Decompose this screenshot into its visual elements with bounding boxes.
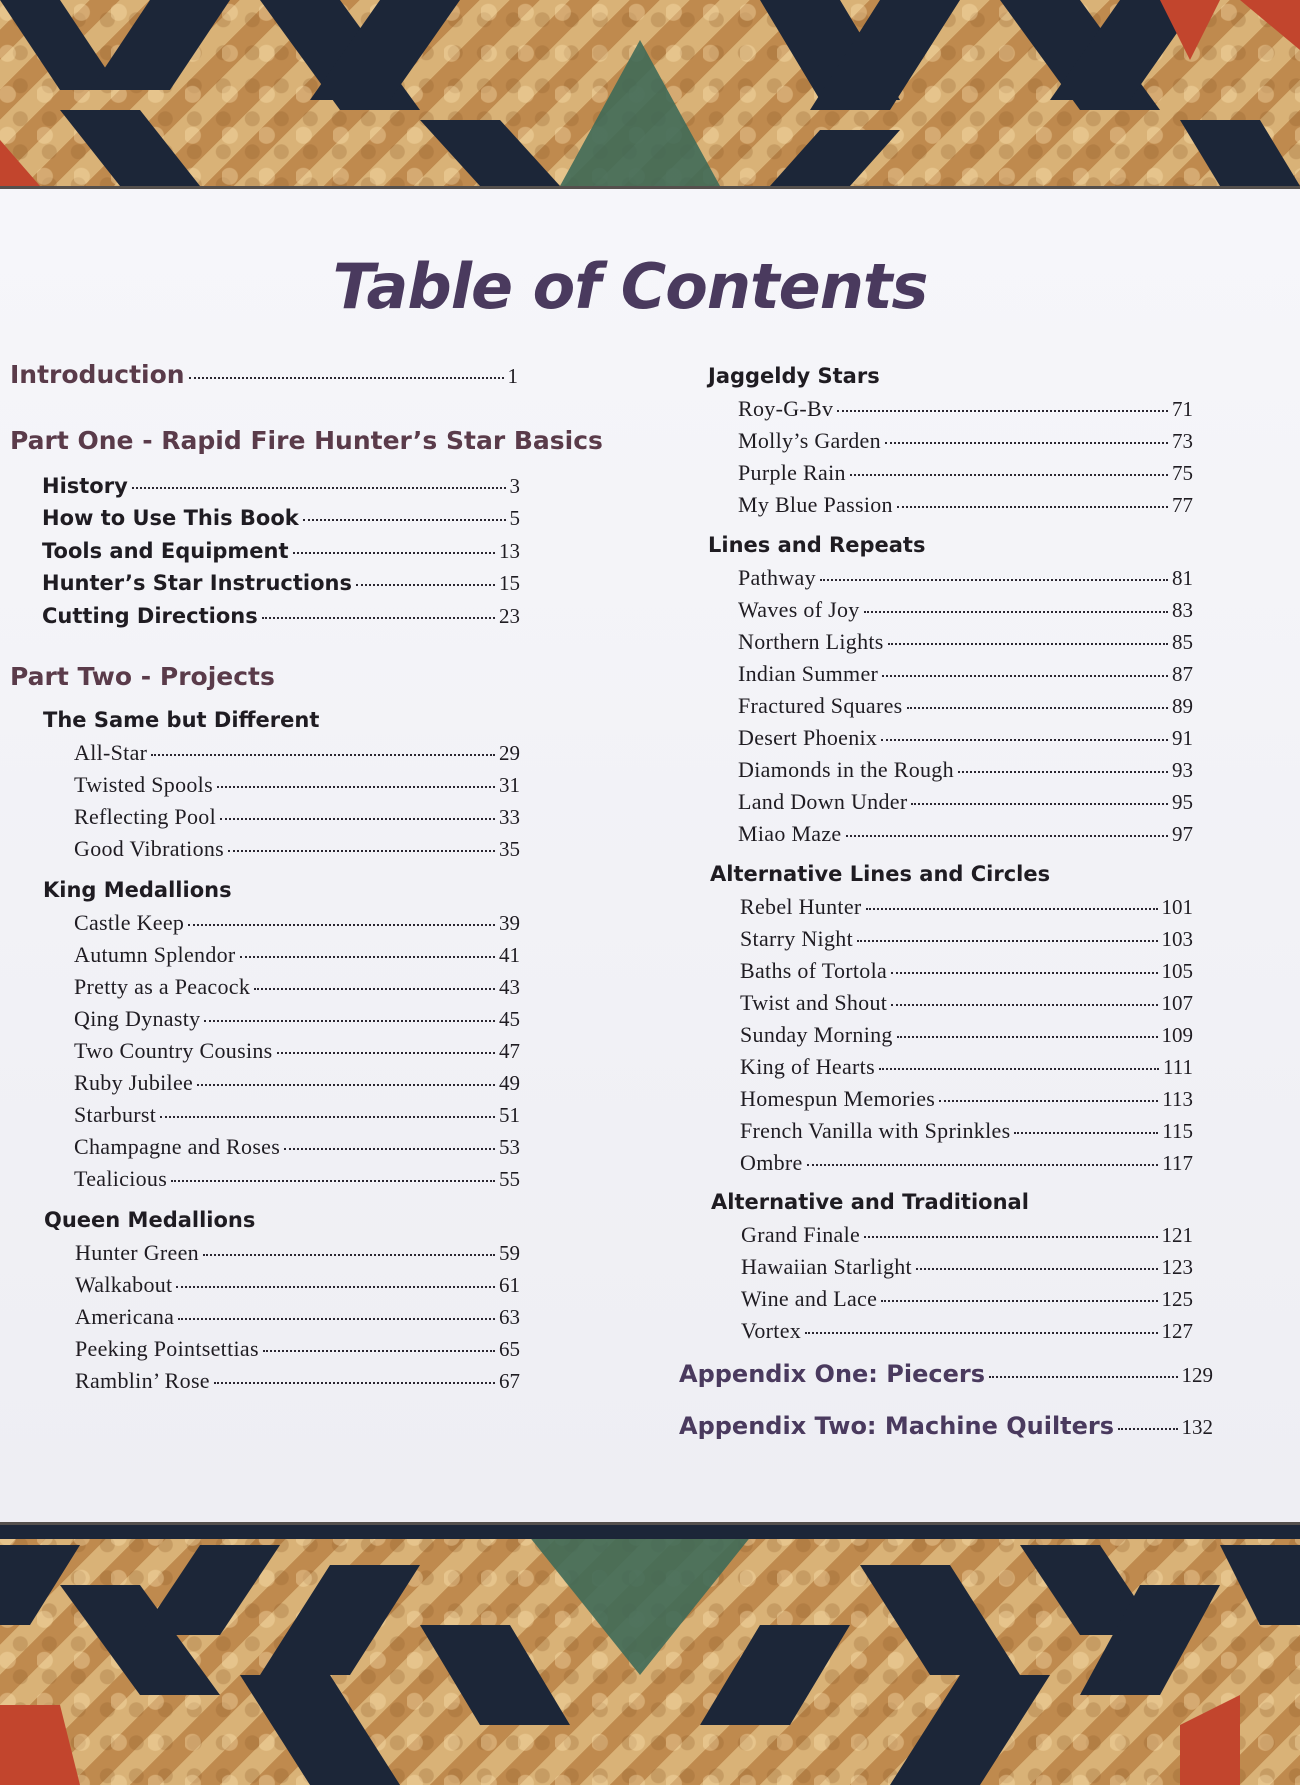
entry-label: Miao Maze <box>738 821 842 846</box>
dot-leader <box>178 1318 495 1320</box>
toc-entry[interactable] <box>74 942 520 968</box>
toc-entry[interactable] <box>738 460 1193 486</box>
toc-entry[interactable] <box>738 821 1193 847</box>
section-heading <box>708 364 880 388</box>
entry-label: Diamonds in the Rough <box>738 757 954 782</box>
entry-page: 93 <box>1172 758 1193 782</box>
dot-leader <box>939 1100 1158 1102</box>
dot-leader <box>907 707 1168 709</box>
toc-entry[interactable] <box>738 693 1193 719</box>
entry-page: 53 <box>499 1135 520 1159</box>
toc-entry[interactable] <box>740 958 1193 984</box>
entry-page: 113 <box>1162 1087 1193 1111</box>
entry-label: Baths of Tortola <box>740 958 888 983</box>
entry-label: Hunter’s Star Instructions <box>42 571 352 595</box>
toc-entry[interactable] <box>740 894 1193 920</box>
dot-leader <box>864 1236 1157 1238</box>
dot-leader <box>881 1300 1157 1302</box>
dot-leader <box>262 617 495 619</box>
entry-label: Cutting Directions <box>42 604 258 628</box>
entry-page: 85 <box>1172 630 1193 654</box>
entry-label: Roy-G-Bv <box>738 396 834 421</box>
entry-page: 59 <box>499 1241 520 1265</box>
section-heading <box>710 862 1050 886</box>
entry-page: 117 <box>1162 1151 1193 1175</box>
entry-label: Good Vibrations <box>74 836 225 861</box>
quilt-border-top <box>0 0 1300 189</box>
toc-entry[interactable] <box>738 629 1193 655</box>
toc-entry[interactable] <box>741 1254 1193 1280</box>
entry-page: 103 <box>1161 927 1193 951</box>
entry-label: Peeking Pointsettias <box>75 1336 259 1361</box>
dot-leader <box>958 771 1168 773</box>
toc-entry[interactable] <box>741 1318 1193 1344</box>
entry-page: 129 <box>1181 1363 1213 1387</box>
toc-entry[interactable] <box>738 757 1193 783</box>
entry-label: Wine and Lace <box>741 1286 878 1311</box>
entry-label: Ramblin’ Rose <box>75 1368 210 1393</box>
dot-leader <box>885 442 1168 444</box>
dot-leader <box>171 1180 495 1182</box>
entry-label: Rebel Hunter <box>740 894 862 919</box>
heading-text: The Same but Different <box>43 708 320 732</box>
entry-page: 33 <box>499 805 520 829</box>
entry-label: Waves of Joy <box>738 597 860 622</box>
toc-entry[interactable] <box>74 1134 520 1160</box>
toc-entry[interactable] <box>738 428 1193 454</box>
toc-entry-appendix-one[interactable] <box>679 1360 1213 1388</box>
dot-leader <box>189 377 504 379</box>
toc-entry[interactable] <box>74 1070 520 1096</box>
heading-text: Queen Medallions <box>44 1208 256 1232</box>
entry-label: Two Country Cousins <box>74 1038 273 1063</box>
dot-leader <box>897 506 1168 508</box>
dot-leader <box>220 818 495 820</box>
dot-leader <box>240 956 495 958</box>
part-two-heading <box>10 662 275 691</box>
entry-page: 109 <box>1161 1023 1193 1047</box>
dot-leader <box>228 850 495 852</box>
entry-label: Americana <box>75 1304 175 1329</box>
toc-entry[interactable] <box>738 597 1193 623</box>
dot-leader <box>197 1084 495 1086</box>
entry-page: 15 <box>499 571 520 595</box>
entry-page: 127 <box>1161 1319 1193 1343</box>
entry-label: Tools and Equipment <box>42 539 289 563</box>
toc-entry[interactable] <box>741 1222 1193 1248</box>
part-one-heading <box>10 426 603 455</box>
quilt-pattern-top <box>0 0 1300 186</box>
toc-entry[interactable] <box>738 396 1193 422</box>
toc-entry[interactable] <box>74 1006 520 1032</box>
toc-entry[interactable] <box>740 990 1193 1016</box>
dot-leader <box>837 410 1168 412</box>
section-heading <box>43 708 319 732</box>
entry-page: 115 <box>1162 1119 1193 1143</box>
entry-label: Starburst <box>74 1102 157 1127</box>
heading-text: Lines and Repeats <box>708 533 926 557</box>
entry-label: Appendix One: Piecers <box>679 1360 985 1388</box>
entry-label: Fractured Squares <box>738 693 903 718</box>
dot-leader <box>263 1350 495 1352</box>
toc-entry[interactable] <box>738 725 1193 751</box>
entry-page: 55 <box>499 1167 520 1191</box>
toc-entry[interactable] <box>740 1150 1193 1176</box>
section-heading <box>708 533 925 557</box>
entry-page: 123 <box>1161 1255 1193 1279</box>
entry-label: Walkabout <box>75 1272 173 1297</box>
entry-label: Twisted Spools <box>74 772 213 797</box>
toc-entry[interactable] <box>738 492 1193 518</box>
entry-page: 3 <box>509 474 520 498</box>
dot-leader <box>188 924 495 926</box>
entry-label: Introduction <box>10 360 185 389</box>
entry-label: Indian Summer <box>738 661 879 686</box>
dot-leader <box>160 1116 495 1118</box>
entry-label: Homespun Memories <box>740 1086 936 1111</box>
toc-entry[interactable] <box>74 910 520 936</box>
dot-leader <box>891 972 1157 974</box>
entry-label: How to Use This Book <box>42 506 299 530</box>
toc-entry[interactable] <box>738 661 1193 687</box>
dot-leader <box>989 1376 1178 1378</box>
toc-entry[interactable] <box>738 789 1193 815</box>
entry-page: 89 <box>1172 694 1193 718</box>
entry-label: Ombre <box>740 1150 803 1175</box>
entry-page: 125 <box>1161 1287 1193 1311</box>
dot-leader <box>214 1382 495 1384</box>
entry-page: 65 <box>499 1337 520 1361</box>
dot-leader <box>864 611 1168 613</box>
heading-text: Jaggeldy Stars <box>708 364 880 388</box>
entry-label: Tealicious <box>74 1166 168 1191</box>
dot-leader <box>1118 1428 1177 1430</box>
entry-label: Starry Night <box>740 926 853 951</box>
dot-leader <box>857 940 1158 942</box>
section-heading <box>44 1208 255 1232</box>
entry-page: 67 <box>499 1369 520 1393</box>
entry-label: Appendix Two: Machine Quilters <box>679 1412 1115 1440</box>
entry-label: Castle Keep <box>74 910 185 935</box>
entry-label: History <box>42 474 128 498</box>
entry-label: Reflecting Pool <box>74 804 216 829</box>
toc-entry[interactable] <box>42 474 520 499</box>
entry-label: Twist and Shout <box>740 990 888 1015</box>
dot-leader <box>881 739 1168 741</box>
heading-text: Part Two - Projects <box>10 662 275 691</box>
entry-page: 31 <box>499 773 520 797</box>
entry-page: 77 <box>1172 493 1193 517</box>
quilt-pattern-bottom <box>0 1525 1300 1785</box>
toc-entry[interactable] <box>42 571 520 596</box>
entry-label: Northern Lights <box>738 629 884 654</box>
toc-entry[interactable] <box>740 926 1193 952</box>
dot-leader <box>866 908 1158 910</box>
page-title: Table of Contents <box>332 250 928 323</box>
entry-label: All-Star <box>74 740 148 765</box>
toc-entry[interactable] <box>740 1022 1193 1048</box>
dot-leader <box>277 1052 495 1054</box>
entry-page: 87 <box>1172 662 1193 686</box>
entry-label: King of Hearts <box>740 1054 875 1079</box>
section-heading <box>711 1190 1029 1214</box>
dot-leader <box>151 754 495 756</box>
dot-leader <box>284 1148 495 1150</box>
entry-page: 23 <box>499 604 520 628</box>
toc-entry[interactable] <box>75 1272 520 1298</box>
entry-page: 101 <box>1161 895 1193 919</box>
entry-label: Pretty as a Peacock <box>74 974 251 999</box>
entry-label: Qing Dynasty <box>74 1006 201 1031</box>
entry-label: Sunday Morning <box>740 1022 893 1047</box>
dot-leader <box>911 803 1168 805</box>
dot-leader <box>846 835 1169 837</box>
toc-entry[interactable] <box>75 1304 520 1330</box>
dot-leader <box>293 552 495 554</box>
entry-page: 39 <box>499 911 520 935</box>
entry-page: 71 <box>1172 397 1193 421</box>
entry-page: 83 <box>1172 598 1193 622</box>
quilt-border-bottom <box>0 1522 1300 1785</box>
entry-page: 49 <box>499 1071 520 1095</box>
entry-label: French Vanilla with Sprinkles <box>740 1118 1011 1143</box>
toc-entry[interactable] <box>74 974 520 1000</box>
dot-leader <box>888 643 1168 645</box>
heading-text: Alternative and Traditional <box>711 1190 1029 1214</box>
dot-leader <box>176 1286 495 1288</box>
toc-entry-appendix-two[interactable] <box>679 1412 1213 1440</box>
entry-page: 91 <box>1172 726 1193 750</box>
entry-label: Champagne and Roses <box>74 1134 281 1159</box>
heading-text: Alternative Lines and Circles <box>710 862 1051 886</box>
entry-page: 51 <box>499 1103 520 1127</box>
toc-entry[interactable] <box>74 804 520 830</box>
toc-entry[interactable] <box>75 1336 520 1362</box>
entry-page: 61 <box>499 1273 520 1297</box>
toc-entry[interactable] <box>740 1086 1193 1112</box>
entry-label: Molly’s Garden <box>738 428 881 453</box>
toc-entry[interactable] <box>42 539 520 564</box>
dot-leader <box>916 1268 1158 1270</box>
entry-page: 73 <box>1172 429 1193 453</box>
toc-entry[interactable] <box>75 1368 520 1394</box>
entry-label: Vortex <box>741 1318 802 1343</box>
dot-leader <box>882 675 1168 677</box>
entry-page: 13 <box>499 539 520 563</box>
entry-label: Pathway <box>738 565 816 590</box>
entry-label: Desert Phoenix <box>738 725 878 750</box>
toc-entry[interactable] <box>74 772 520 798</box>
entry-page: 81 <box>1172 566 1193 590</box>
toc-entry[interactable] <box>75 1240 520 1266</box>
entry-page: 45 <box>499 1007 520 1031</box>
dot-leader <box>820 579 1168 581</box>
entry-label: Grand Finale <box>741 1222 861 1247</box>
dot-leader <box>356 584 495 586</box>
entry-label: Hawaiian Starlight <box>741 1254 912 1279</box>
entry-page: 29 <box>499 741 520 765</box>
entry-page: 43 <box>499 975 520 999</box>
toc-entry[interactable] <box>42 604 520 629</box>
toc-entry[interactable] <box>740 1118 1193 1144</box>
entry-label: Autumn Splendor <box>74 942 236 967</box>
toc-entry[interactable] <box>74 836 520 862</box>
dot-leader <box>217 786 495 788</box>
entry-label: Hunter Green <box>75 1240 199 1265</box>
heading-text: King Medallions <box>43 878 232 902</box>
entry-page: 75 <box>1172 461 1193 485</box>
toc-entry[interactable] <box>74 1166 520 1192</box>
entry-page: 111 <box>1163 1055 1193 1079</box>
entry-label: Ruby Jubilee <box>74 1070 194 1095</box>
entry-page: 1 <box>507 364 518 388</box>
dot-leader <box>303 519 506 521</box>
entry-label: Land Down Under <box>738 789 908 814</box>
toc-entry-introduction[interactable] <box>10 360 518 389</box>
toc-entry[interactable] <box>42 506 520 531</box>
entry-page: 97 <box>1172 822 1193 846</box>
entry-label: Purple Rain <box>738 460 846 485</box>
dot-leader <box>891 1004 1157 1006</box>
toc-entry[interactable] <box>74 1038 520 1064</box>
entry-page: 107 <box>1161 991 1193 1015</box>
entry-page: 5 <box>509 506 520 530</box>
entry-page: 47 <box>499 1039 520 1063</box>
toc-entry[interactable] <box>738 565 1193 591</box>
dot-leader <box>1014 1132 1158 1134</box>
entry-page: 132 <box>1181 1415 1213 1439</box>
dot-leader <box>897 1036 1158 1038</box>
dot-leader <box>254 988 495 990</box>
entry-page: 121 <box>1161 1223 1193 1247</box>
dot-leader <box>850 474 1168 476</box>
dot-leader <box>132 487 506 489</box>
toc-entry[interactable] <box>740 1054 1193 1080</box>
entry-page: 41 <box>499 943 520 967</box>
entry-page: 63 <box>499 1305 520 1329</box>
entry-label: My Blue Passion <box>738 492 893 517</box>
entry-page: 105 <box>1161 959 1193 983</box>
entry-page: 35 <box>499 837 520 861</box>
dot-leader <box>879 1068 1159 1070</box>
dot-leader <box>807 1164 1159 1166</box>
toc-entry[interactable] <box>741 1286 1193 1312</box>
section-heading <box>43 878 232 902</box>
dot-leader <box>805 1332 1157 1334</box>
toc-entry[interactable] <box>74 740 520 766</box>
entry-page: 95 <box>1172 790 1193 814</box>
heading-text: Part One - Rapid Fire Hunter’s Star Basics <box>10 426 603 455</box>
toc-entry[interactable] <box>74 1102 520 1128</box>
dot-leader <box>204 1020 495 1022</box>
dot-leader <box>203 1254 495 1256</box>
